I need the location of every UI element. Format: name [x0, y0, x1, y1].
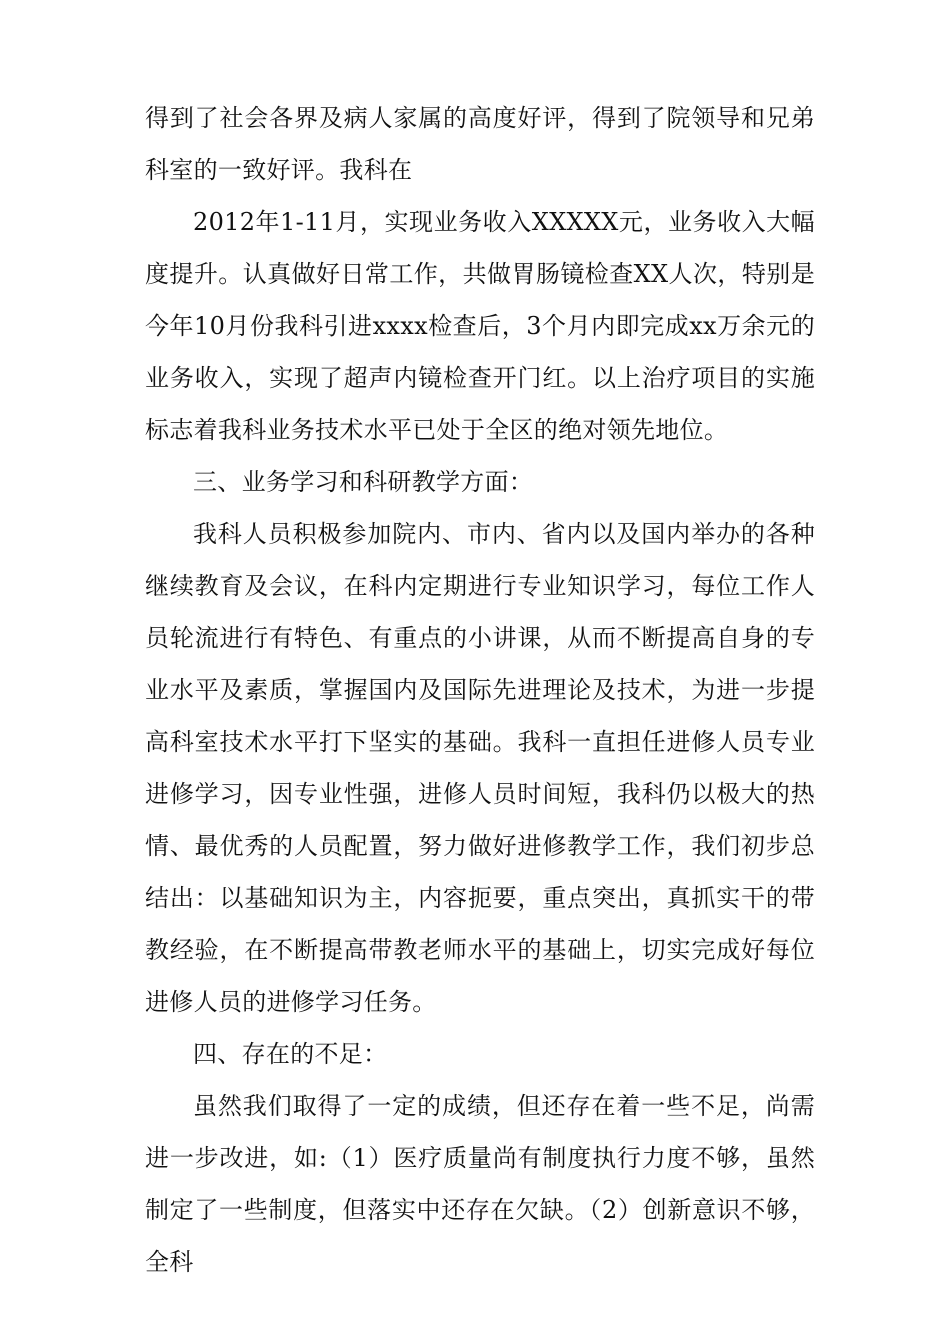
- section-heading-study-research: 三、业务学习和科研教学方面：: [193, 468, 534, 496]
- paragraph-business-income: 2012年1-11月，实现业务收入XXXXX元，业务收入大幅度提升。认真做好日常工作，共做胃肠镜检查XX人次，特别是今年10月份我科引进xxxx检查后，3个月内即完成xx万余元的业务收入，实现了超声内镜检查开门红。以上治疗项目的实施标志着我科业务技术水平已处于全区的绝对领先地位。: [145, 208, 815, 444]
- document-body: [145, 92, 815, 1288]
- paragraph-intro-continuation: 得到了社会各界及病人家属的高度好评，得到了院领导和兄弟科室的一致好评。我科在: [145, 104, 815, 184]
- paragraph-study-research: 我科人员积极参加院内、市内、省内以及国内举办的各种继续教育及会议，在科内定期进行专业知识学习，每位工作人员轮流进行有特色、有重点的小讲课，从而不断提高自身的专业水平及素质，掌握国内及国际先进理论及技术，为进一步提高科室技术水平打下坚实的基础。我科一直担任进修人员专业进修学习，因专业性强，进修人员时间短，我科仍以极大的热情、最优秀的人员配置，努力做好进修教学工作，我们初步总结出：以基础知识为主，内容扼要，重点突出，真抓实干的带教经验，在不断提高带教老师水平的基础上，切实完成好每位进修人员的进修学习任务。: [145, 520, 815, 1016]
- paragraph-shortcomings: 虽然我们取得了一定的成绩，但还存在着一些不足，尚需进一步改进，如:（1）医疗质量尚有制度执行力度不够，虽然制定了一些制度，但落实中还存在欠缺。（2）创新意识不够，全科: [145, 1092, 815, 1276]
- section-heading-shortcomings: 四、存在的不足：: [193, 1040, 388, 1068]
